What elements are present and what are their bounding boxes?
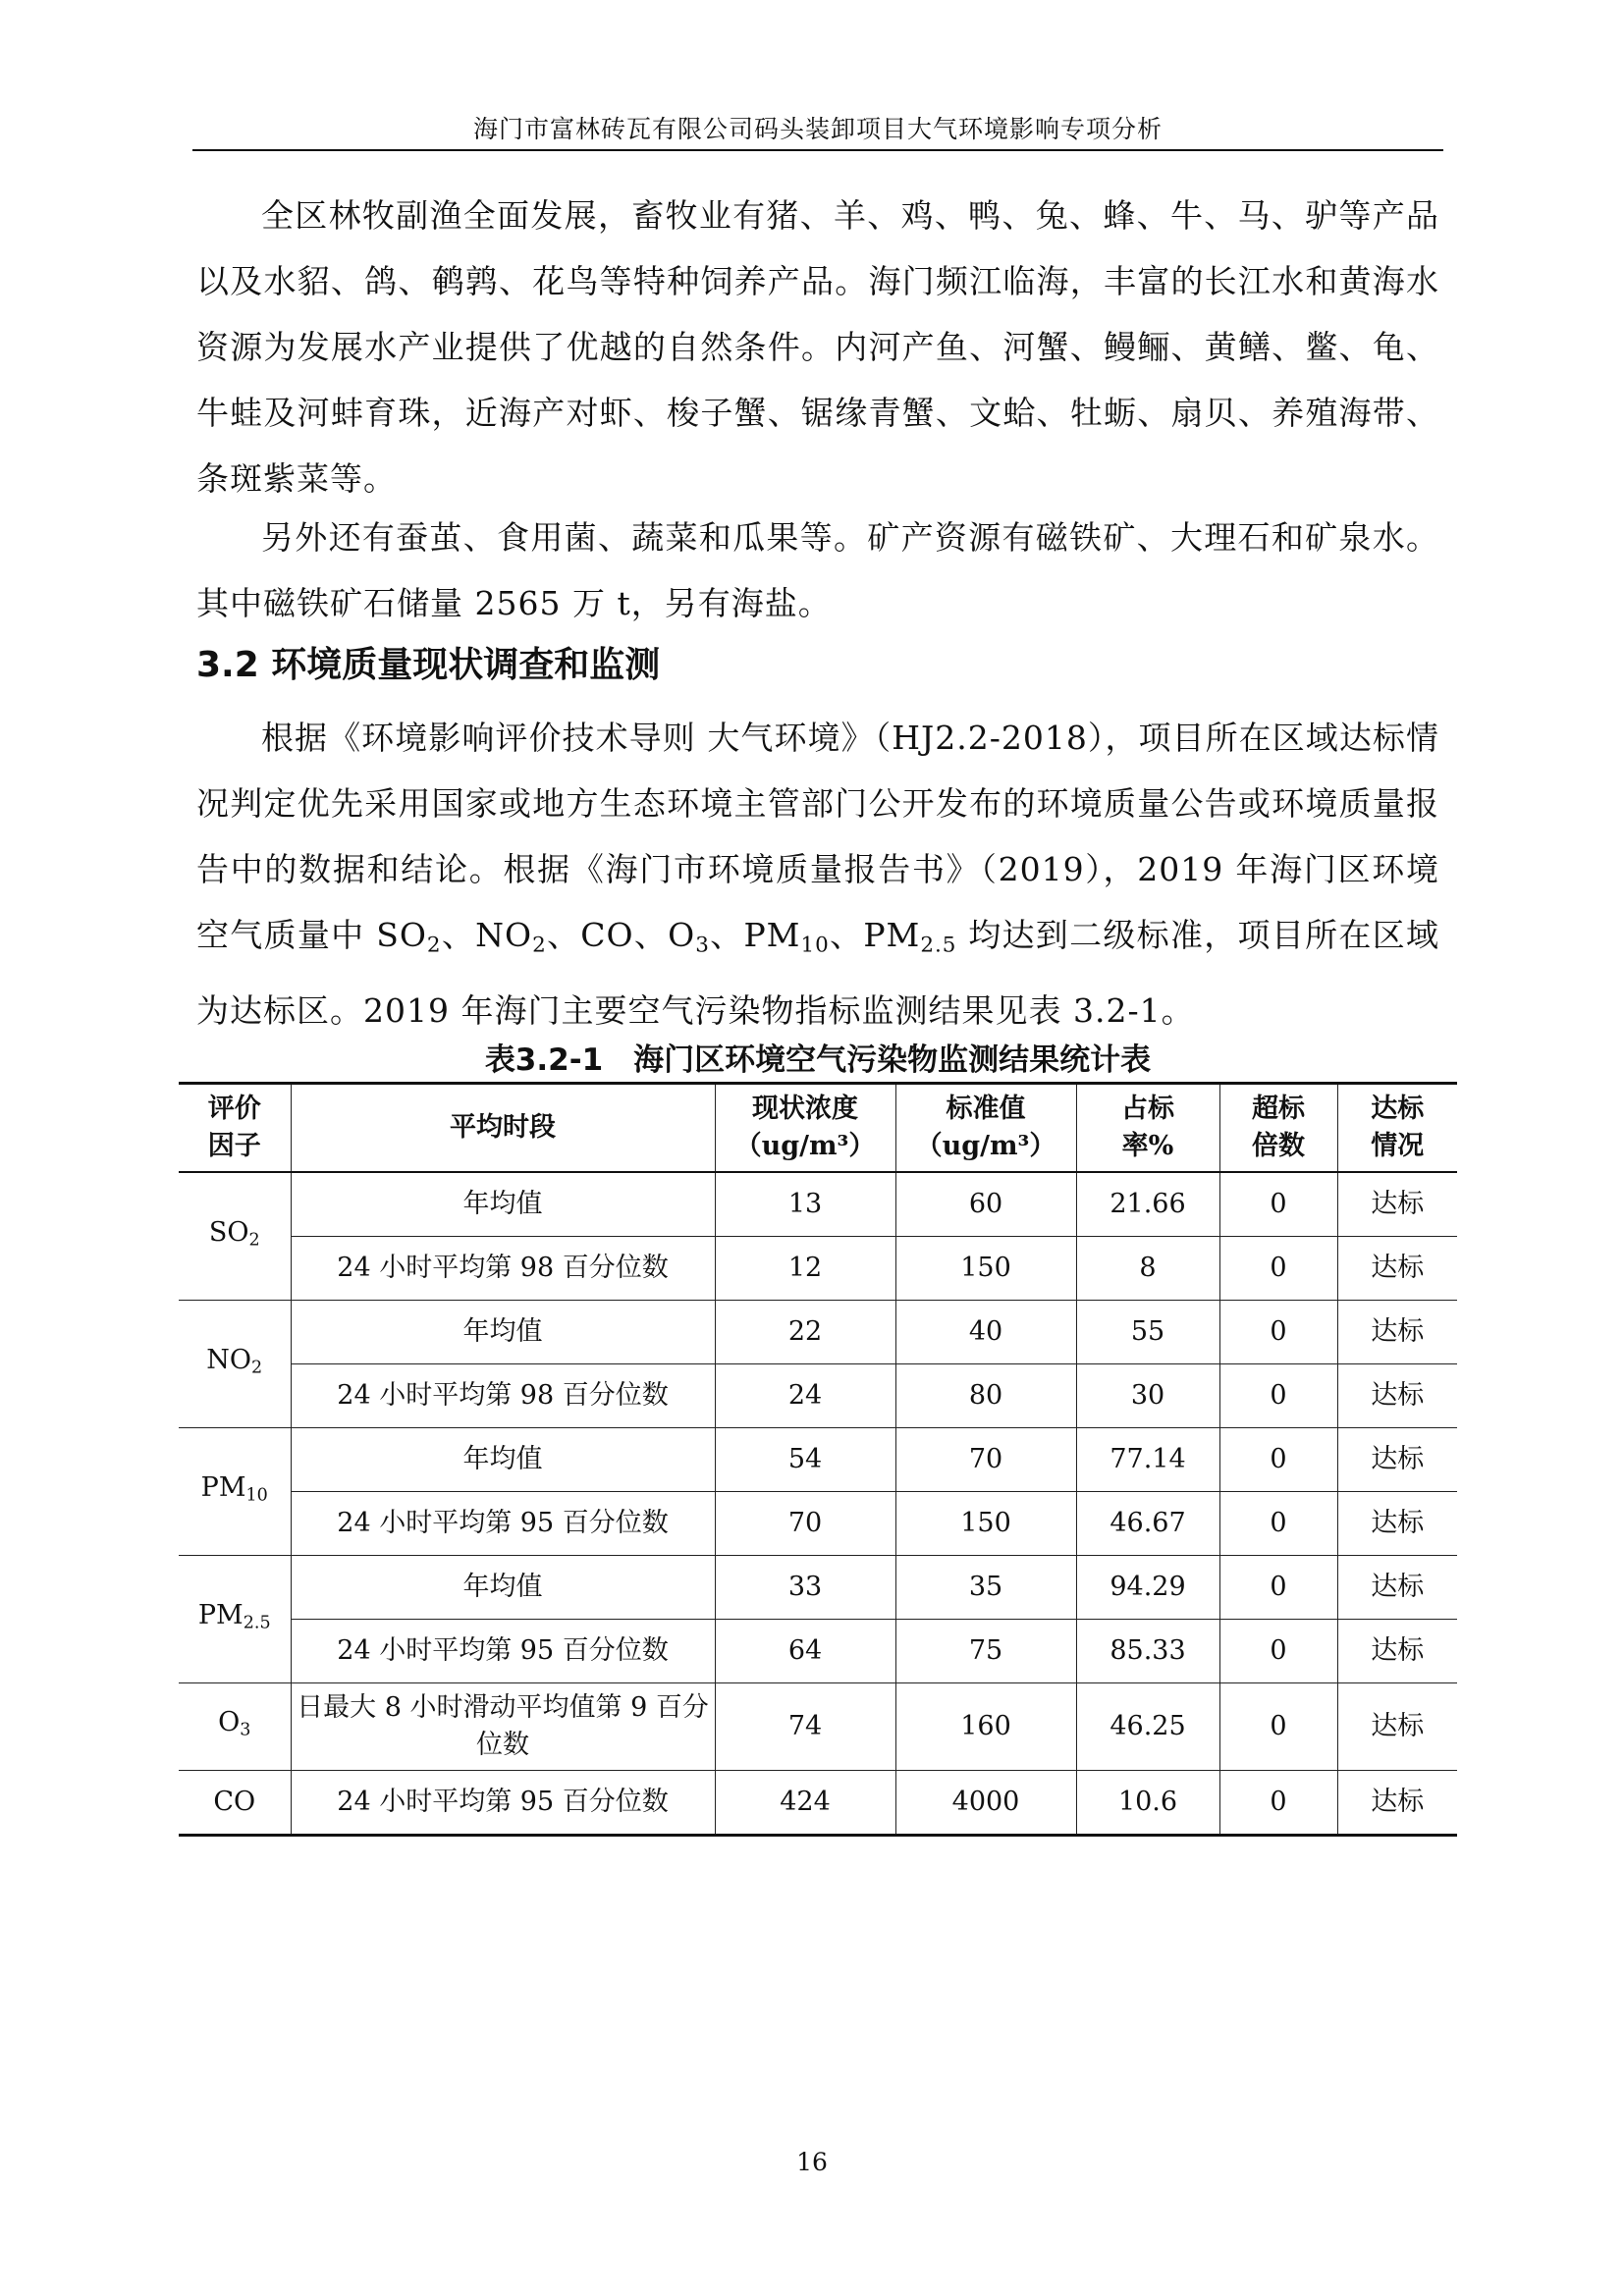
std-cell: 75 <box>895 1620 1076 1683</box>
header-period: 平均时段 <box>291 1084 715 1173</box>
exceed-cell: 0 <box>1219 1492 1337 1556</box>
std-cell: 150 <box>895 1237 1076 1301</box>
std-cell: 160 <box>895 1683 1076 1771</box>
pollutant-co: CO <box>179 1771 291 1836</box>
status-cell: 达标 <box>1337 1172 1457 1237</box>
exceed-cell: 0 <box>1219 1683 1337 1771</box>
paragraph-livestock: 全区林牧副渔全面发展，畜牧业有猪、羊、鸡、鸭、兔、蜂、牛、马、驴等产品以及水貂、鸽、鹌鹑、花鸟等特种饲养产品。海门频江临海，丰富的长江水和黄海水资源为发展水产业提供了优越的自然条件。内河产鱼、河蟹、鳗鲡、黄鳝、鳖、龟、牛蛙及河蚌育珠，近海产对虾、梭子蟹、锯缘青蟹、文蛤、牡蛎、扇贝、养殖海带、条斑紫菜等。 <box>196 196 1439 498</box>
ratio-cell: 94.29 <box>1076 1556 1219 1620</box>
header-ratio: 占标 率% <box>1076 1084 1219 1173</box>
conc-cell: 70 <box>715 1492 895 1556</box>
header-status: 达标 情况 <box>1337 1084 1457 1173</box>
ratio-cell: 10.6 <box>1076 1771 1219 1836</box>
table-row <box>179 1237 1457 1301</box>
pollutant-table <box>179 1082 1457 1837</box>
exceed-cell: 0 <box>1219 1428 1337 1492</box>
table-row <box>179 1556 1457 1620</box>
header-standard: 标准值 （ug/m³） <box>895 1084 1076 1173</box>
period-cell: 日最大 8 小时滑动平均值第 9 百分位数 <box>291 1683 715 1771</box>
period-cell: 年均值 <box>291 1556 715 1620</box>
exceed-cell: 0 <box>1219 1237 1337 1301</box>
table-row <box>179 1301 1457 1364</box>
status-cell: 达标 <box>1337 1237 1457 1301</box>
header-exceed: 超标 倍数 <box>1219 1084 1337 1173</box>
exceed-cell: 0 <box>1219 1556 1337 1620</box>
page-header: 海门市富林砖瓦有限公司码头装卸项目大气环境影响专项分析 <box>472 115 1163 143</box>
std-cell: 80 <box>895 1364 1076 1428</box>
p3-text-1: 根据《环境影响评价技术导则 大气环境》（HJ2.2-2018），项目所在区域达标情况判定优先采用国家或地方生态环境主管部门公开发布的环境质量公告或环境质量报告中的数据和结论。根据《海门市环境质量报告书》（2019），2019 年海门区环境空气质量中 SO <box>196 719 1439 954</box>
std-cell: 4000 <box>895 1771 1076 1836</box>
exceed-cell: 0 <box>1219 1172 1337 1237</box>
status-cell: 达标 <box>1337 1364 1457 1428</box>
period-cell: 24 小时平均第 95 百分位数 <box>291 1620 715 1683</box>
conc-cell: 54 <box>715 1428 895 1492</box>
p3-sub-o3: 3 <box>695 933 710 958</box>
conc-cell: 74 <box>715 1683 895 1771</box>
period-cell: 24 小时平均第 95 百分位数 <box>291 1771 715 1836</box>
exceed-cell: 0 <box>1219 1620 1337 1683</box>
p3-sub-pm25: 2.5 <box>920 933 957 958</box>
conc-cell: 13 <box>715 1172 895 1237</box>
table-row <box>179 1492 1457 1556</box>
std-cell: 70 <box>895 1428 1076 1492</box>
ratio-cell: 77.14 <box>1076 1428 1219 1492</box>
period-cell: 年均值 <box>291 1428 715 1492</box>
p3-text-4: 、PM <box>709 916 801 954</box>
pollutant-pm25: $PM_{2.5}$ <box>179 1556 291 1683</box>
period-cell: 年均值 <box>291 1172 715 1237</box>
table-header-row <box>179 1084 1457 1173</box>
p3-sub-pm10: 10 <box>800 933 830 958</box>
table-row <box>179 1172 1457 1237</box>
exceed-cell: 0 <box>1219 1771 1337 1836</box>
exceed-cell: 0 <box>1219 1301 1337 1364</box>
pollutant-pm10: $PM_{10}$ <box>179 1428 291 1556</box>
exceed-cell: 0 <box>1219 1364 1337 1428</box>
ratio-cell: 46.25 <box>1076 1683 1219 1771</box>
std-cell: 40 <box>895 1301 1076 1364</box>
status-cell: 达标 <box>1337 1556 1457 1620</box>
p3-text-5: 、PM <box>829 916 921 954</box>
page-number: 16 <box>796 2148 828 2176</box>
p3-text-6: 均达到二级标准，项目所在区域为达标区。2019 年海门主要空气污染物指标监测结果见表 3.2-1。 <box>196 916 1439 1031</box>
table-row <box>179 1771 1457 1836</box>
table-row <box>179 1683 1457 1771</box>
header-rule <box>192 149 1443 151</box>
ratio-cell: 21.66 <box>1076 1172 1219 1237</box>
status-cell: 达标 <box>1337 1620 1457 1683</box>
conc-cell: 22 <box>715 1301 895 1364</box>
pollutant-so2: $SO_2$ <box>179 1172 291 1301</box>
status-cell: 达标 <box>1337 1683 1457 1771</box>
status-cell: 达标 <box>1337 1492 1457 1556</box>
pollutant-no2: $NO_2$ <box>179 1301 291 1428</box>
std-cell: 150 <box>895 1492 1076 1556</box>
table-row <box>179 1620 1457 1683</box>
status-cell: 达标 <box>1337 1428 1457 1492</box>
ratio-cell: 8 <box>1076 1237 1219 1301</box>
paragraph-air-quality <box>196 705 1439 1043</box>
ratio-cell: 85.33 <box>1076 1620 1219 1683</box>
ratio-cell: 30 <box>1076 1364 1219 1428</box>
p3-sub-no2: 2 <box>532 933 547 958</box>
header-factor: 评价 因子 <box>179 1084 291 1173</box>
period-cell: 24 小时平均第 98 百分位数 <box>291 1364 715 1428</box>
conc-cell: 12 <box>715 1237 895 1301</box>
ratio-cell: 46.67 <box>1076 1492 1219 1556</box>
p3-sub-so2: 2 <box>426 933 442 958</box>
conc-cell: 24 <box>715 1364 895 1428</box>
p3-text-3: 、CO、O <box>546 916 696 954</box>
conc-cell: 64 <box>715 1620 895 1683</box>
table-row <box>179 1364 1457 1428</box>
table-caption: 表3.2-1 海门区环境空气污染物监测结果统计表 <box>484 1042 1152 1078</box>
section-heading: 3.2 环境质量现状调查和监测 <box>196 645 661 685</box>
table-row <box>179 1428 1457 1492</box>
conc-cell: 424 <box>715 1771 895 1836</box>
p3-text-2: 、NO <box>441 916 533 954</box>
status-cell: 达标 <box>1337 1771 1457 1836</box>
pollutant-o3: $O_3$ <box>179 1683 291 1771</box>
std-cell: 35 <box>895 1556 1076 1620</box>
status-cell: 达标 <box>1337 1301 1457 1364</box>
ratio-cell: 55 <box>1076 1301 1219 1364</box>
conc-cell: 33 <box>715 1556 895 1620</box>
paragraph-minerals: 另外还有蚕茧、食用菌、蔬菜和瓜果等。矿产资源有磁铁矿、大理石和矿泉水。其中磁铁矿石储量 2565 万 t，另有海盐。 <box>196 518 1439 622</box>
period-cell: 年均值 <box>291 1301 715 1364</box>
std-cell: 60 <box>895 1172 1076 1237</box>
period-cell: 24 小时平均第 98 百分位数 <box>291 1237 715 1301</box>
period-cell: 24 小时平均第 95 百分位数 <box>291 1492 715 1556</box>
header-concentration: 现状浓度 （ug/m³） <box>715 1084 895 1173</box>
